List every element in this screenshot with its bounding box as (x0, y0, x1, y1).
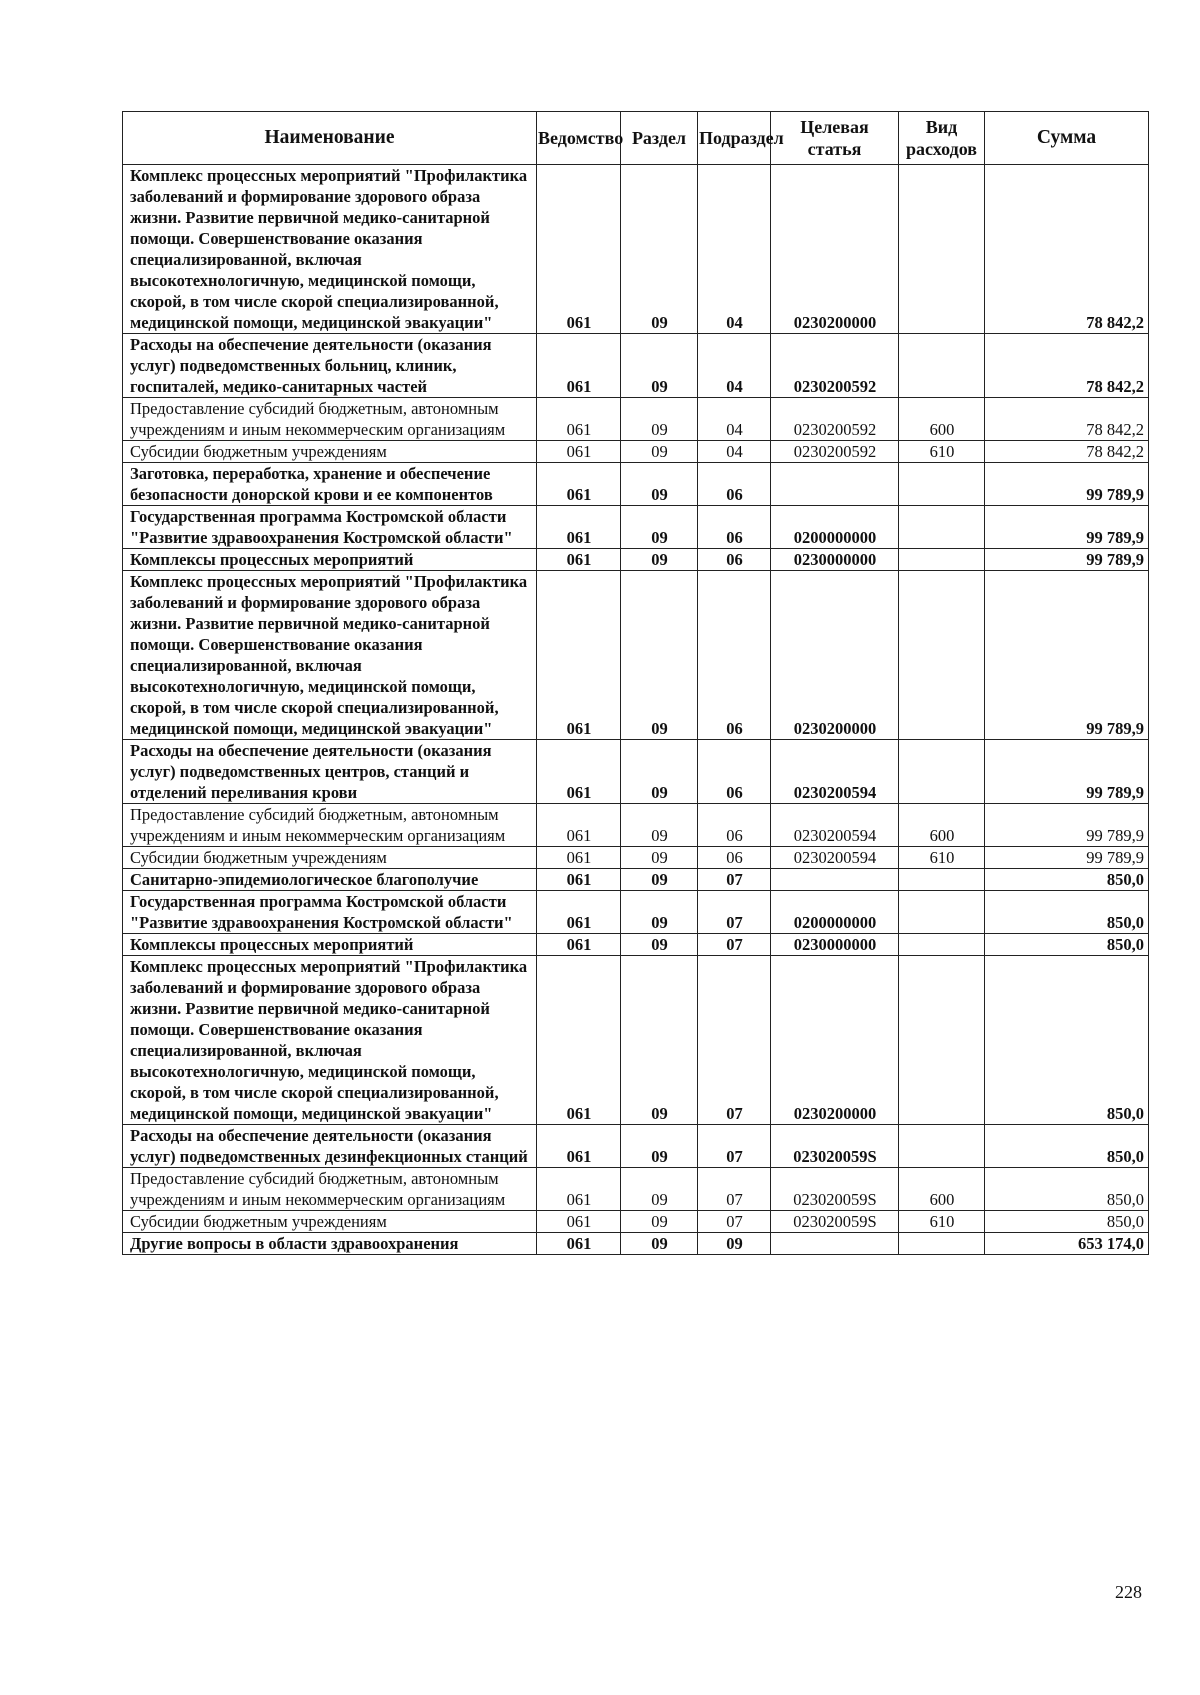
header-department: Ведомство (537, 112, 621, 165)
cell-amount: 653 174,0 (985, 1233, 1149, 1255)
cell-amount: 99 789,9 (985, 847, 1149, 869)
cell-subsection: 07 (698, 1168, 771, 1211)
page-number: 228 (1115, 1582, 1142, 1602)
table-row (123, 804, 1149, 847)
cell-name: Заготовка, переработка, хранение и обеспечение безопасности донорской крови и ее компонентов (123, 463, 537, 506)
cell-subsection: 07 (698, 934, 771, 956)
header-target-item: Целевая статья (771, 112, 899, 165)
cell-department: 061 (537, 165, 621, 334)
cell-section: 09 (621, 1168, 698, 1211)
cell-department: 061 (537, 441, 621, 463)
cell-section: 09 (621, 506, 698, 549)
cell-target-item: 0230200594 (771, 847, 899, 869)
cell-target-item: 0230200000 (771, 956, 899, 1125)
cell-section: 09 (621, 740, 698, 804)
cell-department: 061 (537, 549, 621, 571)
cell-subsection: 04 (698, 398, 771, 441)
cell-amount: 78 842,2 (985, 441, 1149, 463)
cell-target-item: 0230200592 (771, 441, 899, 463)
cell-target-item: 0230200592 (771, 334, 899, 398)
table-row (123, 891, 1149, 934)
cell-amount: 850,0 (985, 956, 1149, 1125)
cell-subsection: 09 (698, 1233, 771, 1255)
cell-name: Государственная программа Костромской области "Развитие здравоохранения Костромской области" (123, 891, 537, 934)
cell-expense-type (899, 571, 985, 740)
table-row (123, 1125, 1149, 1168)
table-row (123, 1211, 1149, 1233)
cell-subsection: 07 (698, 869, 771, 891)
cell-section: 09 (621, 398, 698, 441)
cell-department: 061 (537, 1233, 621, 1255)
cell-amount: 99 789,9 (985, 463, 1149, 506)
cell-department: 061 (537, 869, 621, 891)
cell-target-item: 023020059S (771, 1168, 899, 1211)
cell-department: 061 (537, 740, 621, 804)
cell-department: 061 (537, 1125, 621, 1168)
cell-section: 09 (621, 1125, 698, 1168)
cell-department: 061 (537, 463, 621, 506)
cell-name: Предоставление субсидий бюджетным, автономным учреждениям и иным некоммерческим организациям (123, 804, 537, 847)
cell-subsection: 06 (698, 549, 771, 571)
cell-subsection: 06 (698, 506, 771, 549)
cell-department: 061 (537, 956, 621, 1125)
cell-subsection: 07 (698, 1125, 771, 1168)
cell-target-item: 0230200594 (771, 740, 899, 804)
cell-expense-type (899, 956, 985, 1125)
cell-expense-type (899, 463, 985, 506)
cell-department: 061 (537, 334, 621, 398)
cell-subsection: 04 (698, 165, 771, 334)
header-name: Наименование (123, 112, 537, 165)
table-row (123, 1233, 1149, 1255)
cell-amount: 850,0 (985, 934, 1149, 956)
cell-expense-type: 610 (899, 1211, 985, 1233)
cell-subsection: 04 (698, 441, 771, 463)
cell-expense-type: 600 (899, 398, 985, 441)
cell-expense-type (899, 740, 985, 804)
cell-amount: 99 789,9 (985, 571, 1149, 740)
cell-expense-type: 600 (899, 804, 985, 847)
cell-section: 09 (621, 934, 698, 956)
budget-table (122, 111, 1149, 1255)
cell-department: 061 (537, 934, 621, 956)
cell-expense-type: 600 (899, 1168, 985, 1211)
cell-amount: 850,0 (985, 869, 1149, 891)
cell-department: 061 (537, 1168, 621, 1211)
table-row (123, 506, 1149, 549)
cell-target-item: 0230200592 (771, 398, 899, 441)
cell-subsection: 06 (698, 740, 771, 804)
cell-department: 061 (537, 847, 621, 869)
cell-name: Предоставление субсидий бюджетным, автономным учреждениям и иным некоммерческим организациям (123, 398, 537, 441)
cell-section: 09 (621, 441, 698, 463)
cell-section: 09 (621, 869, 698, 891)
cell-department: 061 (537, 1211, 621, 1233)
table-header (123, 112, 1149, 165)
cell-section: 09 (621, 847, 698, 869)
table-row (123, 1168, 1149, 1211)
cell-amount: 850,0 (985, 1168, 1149, 1211)
table-row (123, 740, 1149, 804)
table-row (123, 441, 1149, 463)
cell-section: 09 (621, 571, 698, 740)
cell-section: 09 (621, 549, 698, 571)
cell-name: Комплекс процессных мероприятий "Профилактика заболеваний и формирование здорового образа жизни. Развитие первичной медико-санитарной помощи. Совершенствование оказания специализированной, включая высокотехнологичную, медицинской помощи, скорой, в том числе скорой специализированной, медицинской помощи, медицинской эвакуации" (123, 956, 537, 1125)
table-row (123, 334, 1149, 398)
cell-target-item: 0230200594 (771, 804, 899, 847)
table-row (123, 571, 1149, 740)
cell-name: Предоставление субсидий бюджетным, автономным учреждениям и иным некоммерческим организациям (123, 1168, 537, 1211)
table-row (123, 463, 1149, 506)
cell-expense-type (899, 165, 985, 334)
cell-expense-type (899, 506, 985, 549)
cell-name: Государственная программа Костромской области "Развитие здравоохранения Костромской области" (123, 506, 537, 549)
cell-section: 09 (621, 956, 698, 1125)
cell-expense-type (899, 549, 985, 571)
cell-target-item: 0230200000 (771, 571, 899, 740)
table-row (123, 934, 1149, 956)
cell-name: Санитарно-эпидемиологическое благополучие (123, 869, 537, 891)
cell-section: 09 (621, 463, 698, 506)
cell-subsection: 06 (698, 804, 771, 847)
cell-expense-type: 610 (899, 847, 985, 869)
cell-name: Расходы на обеспечение деятельности (оказания услуг) подведомственных больниц, клиник, госпиталей, медико-санитарных частей (123, 334, 537, 398)
cell-target-item: 0200000000 (771, 506, 899, 549)
cell-section: 09 (621, 804, 698, 847)
cell-target-item: 023020059S (771, 1211, 899, 1233)
table-row (123, 956, 1149, 1125)
cell-expense-type (899, 1125, 985, 1168)
cell-department: 061 (537, 571, 621, 740)
cell-name: Расходы на обеспечение деятельности (оказания услуг) подведомственных центров, станций и отделений переливания крови (123, 740, 537, 804)
cell-section: 09 (621, 1233, 698, 1255)
cell-amount: 99 789,9 (985, 740, 1149, 804)
cell-expense-type (899, 334, 985, 398)
cell-subsection: 06 (698, 847, 771, 869)
cell-name: Другие вопросы в области здравоохранения (123, 1233, 537, 1255)
header-subsection: Подраздел (698, 112, 771, 165)
cell-subsection: 07 (698, 891, 771, 934)
cell-target-item: 0230200000 (771, 165, 899, 334)
cell-expense-type: 610 (899, 441, 985, 463)
cell-amount: 99 789,9 (985, 549, 1149, 571)
cell-department: 061 (537, 398, 621, 441)
table-row (123, 398, 1149, 441)
cell-department: 061 (537, 506, 621, 549)
cell-section: 09 (621, 891, 698, 934)
table-row (123, 869, 1149, 891)
cell-subsection: 04 (698, 334, 771, 398)
cell-name: Комплексы процессных мероприятий (123, 934, 537, 956)
cell-section: 09 (621, 165, 698, 334)
cell-name: Субсидии бюджетным учреждениям (123, 441, 537, 463)
cell-target-item: 023020059S (771, 1125, 899, 1168)
cell-expense-type (899, 869, 985, 891)
cell-target-item: 0200000000 (771, 891, 899, 934)
cell-target-item: 0230000000 (771, 549, 899, 571)
cell-amount: 850,0 (985, 891, 1149, 934)
cell-name: Субсидии бюджетным учреждениям (123, 847, 537, 869)
cell-amount: 78 842,2 (985, 165, 1149, 334)
cell-name: Комплексы процессных мероприятий (123, 549, 537, 571)
cell-subsection: 06 (698, 463, 771, 506)
header-amount: Сумма (985, 112, 1149, 165)
cell-section: 09 (621, 1211, 698, 1233)
cell-section: 09 (621, 334, 698, 398)
cell-amount: 99 789,9 (985, 506, 1149, 549)
cell-subsection: 07 (698, 956, 771, 1125)
cell-amount: 78 842,2 (985, 398, 1149, 441)
cell-subsection: 07 (698, 1211, 771, 1233)
cell-department: 061 (537, 804, 621, 847)
cell-amount: 78 842,2 (985, 334, 1149, 398)
header-expense-type: Вид расходов (899, 112, 985, 165)
cell-target-item (771, 1233, 899, 1255)
cell-expense-type (899, 934, 985, 956)
cell-target-item (771, 869, 899, 891)
cell-subsection: 06 (698, 571, 771, 740)
cell-name: Комплекс процессных мероприятий "Профилактика заболеваний и формирование здорового образа жизни. Развитие первичной медико-санитарной помощи. Совершенствование оказания специализированной, включая высокотехнологичную, медицинской помощи, скорой, в том числе скорой специализированной, медицинской помощи, медицинской эвакуации" (123, 571, 537, 740)
cell-name: Расходы на обеспечение деятельности (оказания услуг) подведомственных дезинфекционных станций (123, 1125, 537, 1168)
cell-target-item (771, 463, 899, 506)
cell-target-item: 0230000000 (771, 934, 899, 956)
cell-amount: 99 789,9 (985, 804, 1149, 847)
cell-name: Комплекс процессных мероприятий "Профилактика заболеваний и формирование здорового образа жизни. Развитие первичной медико-санитарной помощи. Совершенствование оказания специализированной, включая высокотехнологичную, медицинской помощи, скорой, в том числе скорой специализированной, медицинской помощи, медицинской эвакуации" (123, 165, 537, 334)
table-row (123, 549, 1149, 571)
cell-expense-type (899, 891, 985, 934)
cell-amount: 850,0 (985, 1211, 1149, 1233)
cell-amount: 850,0 (985, 1125, 1149, 1168)
cell-department: 061 (537, 891, 621, 934)
cell-name: Субсидии бюджетным учреждениям (123, 1211, 537, 1233)
header-section: Раздел (621, 112, 698, 165)
cell-expense-type (899, 1233, 985, 1255)
table-row (123, 165, 1149, 334)
table-row (123, 847, 1149, 869)
